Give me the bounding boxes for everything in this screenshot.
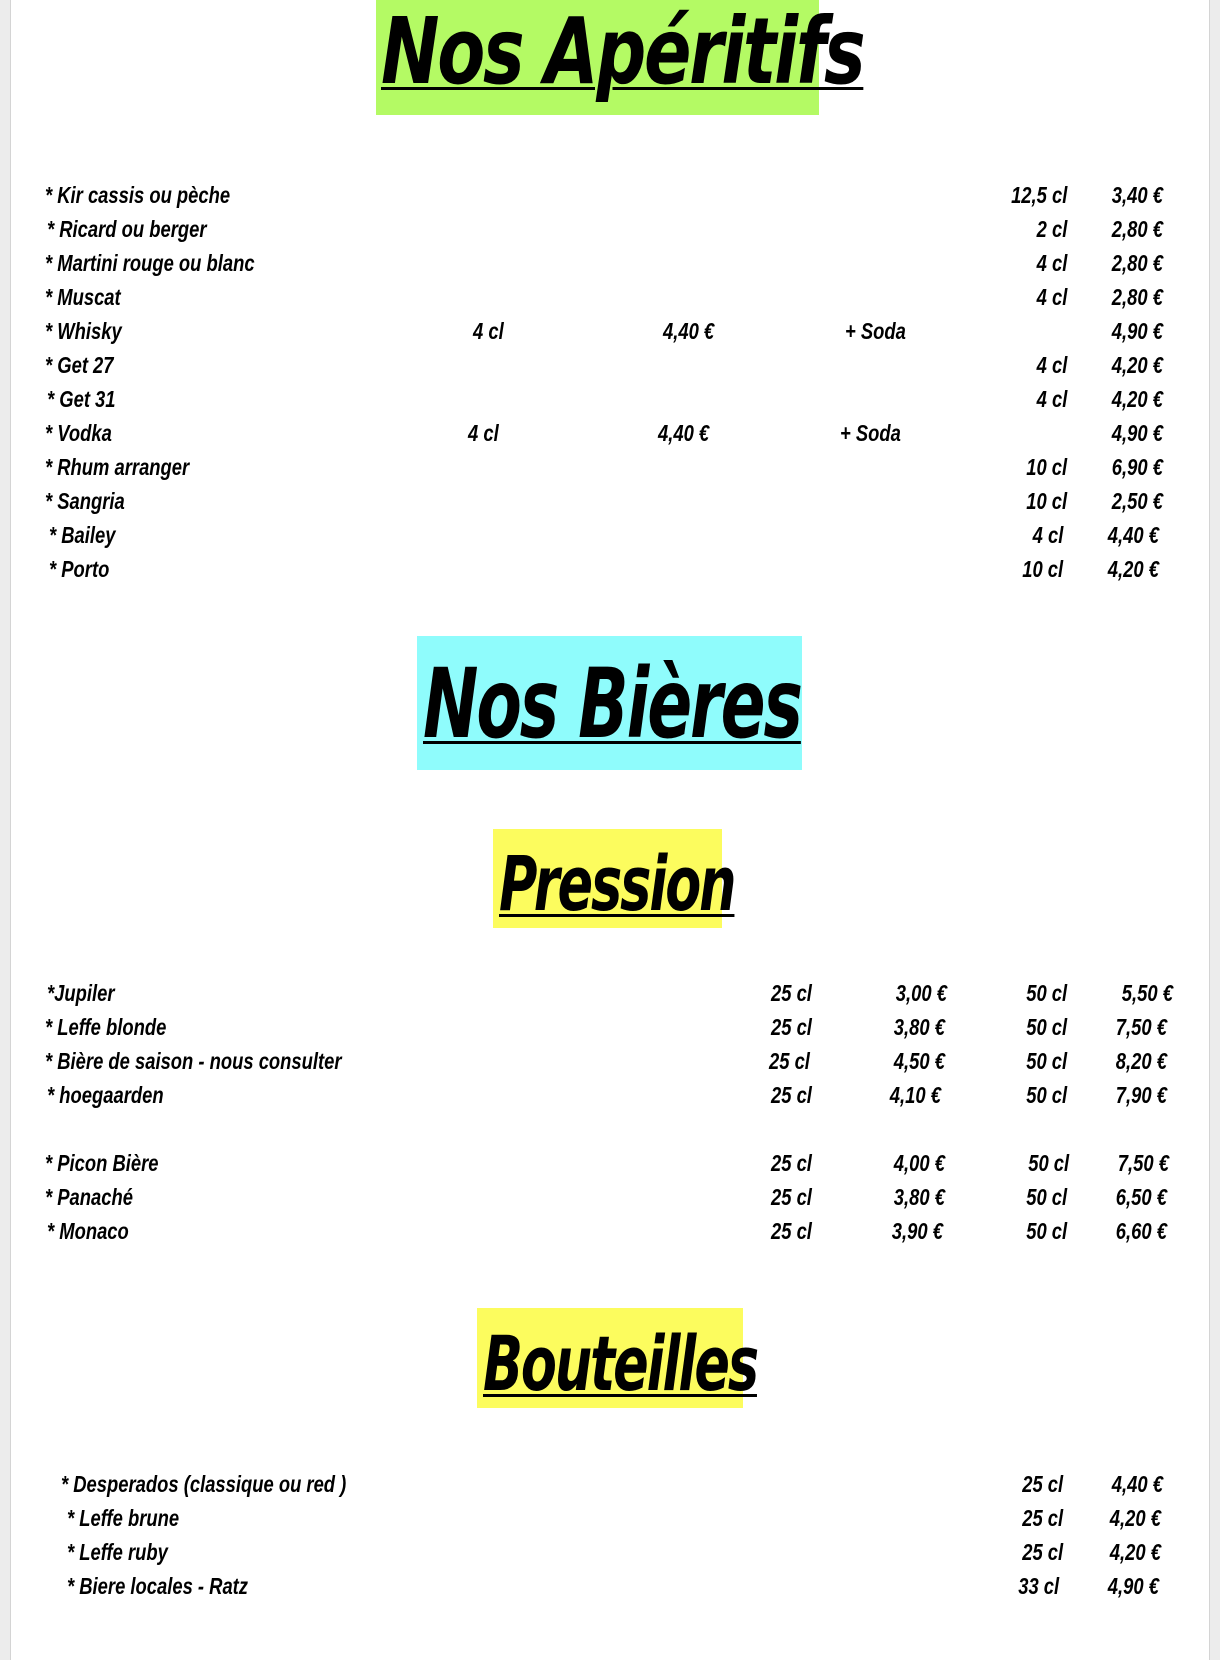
item-name: * Leffe brune <box>67 1505 180 1531</box>
item-volume: 4 cl <box>1036 250 1067 276</box>
item-name: *Jupiler <box>47 980 115 1006</box>
item-volume: 12,5 cl <box>1010 182 1067 208</box>
item-price-small: 3,00 € <box>895 980 947 1006</box>
item-price: 2,80 € <box>1111 284 1163 310</box>
item-price: 2,80 € <box>1111 250 1163 276</box>
item-price-small: 4,00 € <box>893 1150 945 1176</box>
item-price: 4,90 € <box>1107 1573 1159 1599</box>
item-volume: 10 cl <box>1022 556 1063 582</box>
item-price-large: 7,50 € <box>1117 1150 1169 1176</box>
item-volume-large: 50 cl <box>1026 1082 1067 1108</box>
item-name: * Desperados (classique ou red ) <box>61 1471 347 1497</box>
item-name: * Whisky <box>45 318 122 344</box>
item-volume: 25 cl <box>1022 1505 1063 1531</box>
item-volume-large: 50 cl <box>1028 1150 1069 1176</box>
item-name: * Biere locales - Ratz <box>67 1573 249 1599</box>
item-volume: 10 cl <box>1026 454 1067 480</box>
item-price-large: 6,60 € <box>1115 1218 1167 1244</box>
item-volume: 4 cl <box>1036 284 1067 310</box>
item-price-large: 6,50 € <box>1115 1184 1167 1210</box>
menu-page <box>10 0 1210 1660</box>
item-name: * Monaco <box>47 1218 129 1244</box>
item-volume: 4 cl <box>473 318 504 344</box>
item-name: * Sangria <box>45 488 125 514</box>
item-price: 4,20 € <box>1109 1539 1161 1565</box>
item-volume-small: 25 cl <box>771 1082 812 1108</box>
item-volume-large: 50 cl <box>1026 1184 1067 1210</box>
item-price-small: 3,80 € <box>893 1184 945 1210</box>
item-price: 4,20 € <box>1109 1505 1161 1531</box>
item-price: 4,20 € <box>1107 556 1159 582</box>
item-name: * Leffe blonde <box>45 1014 167 1040</box>
item-volume: 10 cl <box>1026 488 1067 514</box>
item-volume: 2 cl <box>1036 216 1067 242</box>
item-name: * Porto <box>49 556 110 582</box>
item-price-small: 4,10 € <box>889 1082 941 1108</box>
item-price-large: 5,50 € <box>1121 980 1173 1006</box>
item-volume-small: 25 cl <box>771 1184 812 1210</box>
bouteilles-title: Bouteilles <box>483 1319 757 1408</box>
item-price: 2,50 € <box>1111 488 1163 514</box>
item-volume-large: 50 cl <box>1026 1048 1067 1074</box>
item-name: * Panaché <box>45 1184 133 1210</box>
item-price-small: 3,80 € <box>893 1014 945 1040</box>
item-price: 4,20 € <box>1111 386 1163 412</box>
item-volume-large: 50 cl <box>1026 1014 1067 1040</box>
item-price-small: 4,50 € <box>893 1048 945 1074</box>
item-price-large: 7,90 € <box>1115 1082 1167 1108</box>
item-price-small: 3,90 € <box>891 1218 943 1244</box>
item-volume-small: 25 cl <box>771 1014 812 1040</box>
item-name: * Get 27 <box>45 352 114 378</box>
item-price: 2,80 € <box>1111 216 1163 242</box>
item-volume: 25 cl <box>1022 1471 1063 1497</box>
item-volume-small: 25 cl <box>769 1048 810 1074</box>
item-volume-large: 50 cl <box>1026 980 1067 1006</box>
item-volume-small: 25 cl <box>771 1150 812 1176</box>
item-name: * Ricard ou berger <box>47 216 207 242</box>
item-volume: 25 cl <box>1022 1539 1063 1565</box>
item-name: * Vodka <box>45 420 112 446</box>
item-name: * hoegaarden <box>47 1082 164 1108</box>
item-volume-large: 50 cl <box>1026 1218 1067 1244</box>
item-volume-small: 25 cl <box>771 980 812 1006</box>
item-extra: + Soda <box>840 420 901 446</box>
item-volume: 33 cl <box>1018 1573 1059 1599</box>
bieres-title: Nos Bières <box>423 648 801 760</box>
item-price: 6,90 € <box>1111 454 1163 480</box>
item-name: * Rhum arranger <box>45 454 190 480</box>
item-price: 4,20 € <box>1111 352 1163 378</box>
item-volume: 4 cl <box>468 420 499 446</box>
item-price-alt: 4,40 € <box>663 318 715 344</box>
item-price-large: 7,50 € <box>1115 1014 1167 1040</box>
pression-title: Pression <box>499 839 735 928</box>
item-price: 3,40 € <box>1111 182 1163 208</box>
item-price: 4,90 € <box>1111 420 1163 446</box>
item-name: * Picon Bière <box>45 1150 159 1176</box>
item-extra: + Soda <box>845 318 906 344</box>
item-name: * Bière de saison - nous consulter <box>45 1048 342 1074</box>
item-price: 4,90 € <box>1111 318 1163 344</box>
item-name: * Kir cassis ou pèche <box>45 182 231 208</box>
item-price-alt: 4,40 € <box>658 420 710 446</box>
item-volume: 4 cl <box>1032 522 1063 548</box>
item-price: 4,40 € <box>1111 1471 1163 1497</box>
item-price: 4,40 € <box>1107 522 1159 548</box>
aperitifs-title: Nos Apéritifs <box>381 0 864 105</box>
item-volume: 4 cl <box>1036 386 1067 412</box>
item-volume-small: 25 cl <box>771 1218 812 1244</box>
item-name: * Martini rouge ou blanc <box>45 250 255 276</box>
item-name: * Bailey <box>49 522 116 548</box>
item-name: * Get 31 <box>47 386 116 412</box>
item-name: * Leffe ruby <box>67 1539 168 1565</box>
item-volume: 4 cl <box>1036 352 1067 378</box>
item-name: * Muscat <box>45 284 121 310</box>
item-price-large: 8,20 € <box>1115 1048 1167 1074</box>
